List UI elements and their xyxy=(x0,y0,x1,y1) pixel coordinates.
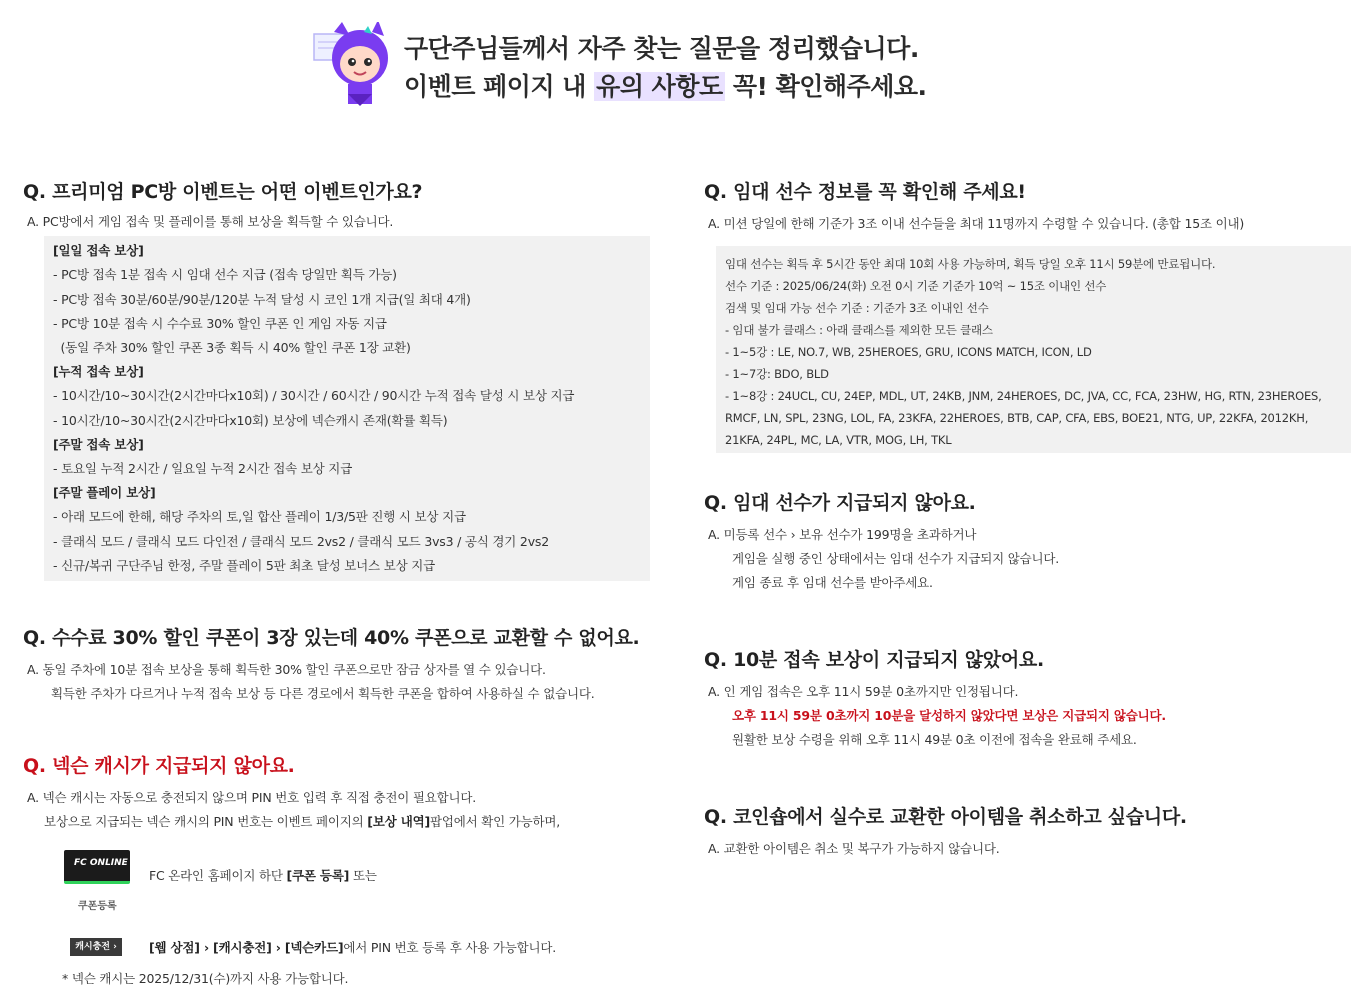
faq4-box-line: - 1~5강 : LE, NO.7, WB, 25HEROES, GRU, ICONS MATCH, ICON, LD xyxy=(725,345,1092,359)
faq6-answer-line-1: A. 인 게임 접속은 오후 11시 59분 0초까지만 인정됩니다. xyxy=(708,684,1019,699)
faq3-coupon-pre: FC 온라인 홈페이지 하단 xyxy=(149,868,287,883)
faq1-detail-box xyxy=(44,236,650,581)
faq4-box-line: 21KFA, 24PL, MC, LA, VTR, MOG, LH, TKL xyxy=(725,433,952,447)
faq3-shop-post: 에서 PIN 번호 등록 후 사용 가능합니다. xyxy=(343,940,557,955)
shop-path-label: [웹 상점] › [캐시충전] › [넥슨카드] xyxy=(149,940,344,955)
faq5-answer xyxy=(708,523,1059,595)
header-line-2-pre: 이벤트 페이지 내 xyxy=(404,72,595,101)
faq1-box-line: - 아래 모드에 한해, 해당 주차의 토,일 합산 플레이 1/3/5판 진행 시 보상 지급 xyxy=(53,509,466,524)
faq3-answer-line-2-pre: 보상으로 지급되는 넥슨 캐시의 PIN 번호는 이벤트 페이지의 xyxy=(44,814,368,829)
faq3-question: Q. 넥슨 캐시가 지급되지 않아요. xyxy=(23,755,295,777)
faq3-answer-line-2 xyxy=(27,810,560,834)
faq1-box-line: - 신규/복귀 구단주님 한정, 주말 플레이 5판 최초 달성 보너스 보상 지급 xyxy=(53,558,435,573)
faq5-question: Q. 임대 선수가 지급되지 않아요. xyxy=(704,492,976,514)
faq4-box-line: 임대 선수는 획득 후 5시간 동안 최대 10회 사용 가능하며, 획득 당일 오후 11시 59분에 만료됩니다. xyxy=(725,257,1216,271)
faq2-question: Q. 수수료 30% 할인 쿠폰이 3장 있는데 40% 쿠폰으로 교환할 수 없어요. xyxy=(23,627,640,649)
mascot-icon xyxy=(312,22,402,106)
faq7-answer: A. 교환한 아이템은 취소 및 복구가 가능하지 않습니다. xyxy=(708,841,1000,856)
faq4-box-line: 선수 기준 : 2025/06/24(화) 오전 0시 기준 기준가 10억 ~ 15조 이내인 선수 xyxy=(725,279,1107,293)
faq1-answer: A. PC방에서 게임 접속 및 플레이를 통해 보상을 획득할 수 있습니다. xyxy=(27,214,394,229)
header-line-1: 구단주님들께서 자주 찾는 질문을 정리했습니다. xyxy=(404,34,919,63)
fc-online-logo-text: FC ONLINE xyxy=(74,858,128,868)
faq6-question: Q. 10분 접속 보상이 지급되지 않았어요. xyxy=(704,649,1044,671)
faq4-box-line: - 1~7강: BDO, BLD xyxy=(725,367,829,381)
faq1-box-line: [주말 플레이 보상] xyxy=(53,485,156,500)
faq3-note: * 넥슨 캐시는 2025/12/31(수)까지 사용 가능합니다. xyxy=(62,971,349,986)
faq3-answer-line-2-post: 팝업에서 확인 가능하며, xyxy=(429,814,561,829)
faq1-box-line: - PC방 10분 접속 시 수수료 30% 할인 쿠폰 인 게임 자동 지급 xyxy=(53,316,387,331)
faq1-box-line: - 10시간/10~30시간(2시간마다x10회) / 30시간 / 60시간 / 90시간 누적 접속 달성 시 보상 지급 xyxy=(53,388,575,403)
faq4-box-line: 검색 및 임대 가능 선수 기준 : 기준가 3조 이내인 선수 xyxy=(725,301,989,315)
faq1-box-line: - PC방 접속 30분/60분/90분/120분 누적 달성 시 코인 1개 지급(일 최대 4개) xyxy=(53,292,471,307)
faq1-question: Q. 프리미엄 PC방 이벤트는 어떤 이벤트인가요? xyxy=(23,181,423,203)
faq7-question: Q. 코인숍에서 실수로 교환한 아이템을 취소하고 싶습니다. xyxy=(704,806,1187,828)
faq3-answer xyxy=(27,786,560,834)
faq1-box-line: (동일 주차 30% 할인 쿠폰 3종 획득 시 40% 할인 쿠폰 1장 교환) xyxy=(53,340,411,355)
faq6-warning: 오후 11시 59분 0초까지 10분을 달성하지 않았다면 보상은 지급되지 않습니다. xyxy=(732,708,1166,723)
cash-charge-button[interactable]: 캐시충전 › xyxy=(70,938,122,956)
faq2-answer-line-1: A. 동일 주차에 10분 접속 보상을 통해 획득한 30% 할인 쿠폰으로만 잠금 상자를 열 수 있습니다. xyxy=(27,662,546,677)
faq1-box-line: - 10시간/10~30시간(2시간마다x10회) 보상에 넥슨캐시 존재(확률 획득) xyxy=(53,413,448,428)
page-header xyxy=(312,18,1012,110)
faq4-answer: A. 미션 당일에 한해 기준가 3조 이내 선수들을 최대 11명까지 수령할 수 있습니다. (총합 15조 이내) xyxy=(708,216,1245,231)
faq5-answer-line-3: 게임 종료 후 임대 선수를 받아주세요. xyxy=(732,575,933,590)
faq6-answer-line-3: 원활한 보상 수령을 위해 오후 11시 49분 0초 이전에 접속을 완료해 주세요. xyxy=(732,732,1137,747)
faq6-answer xyxy=(708,680,1166,752)
faq2-answer xyxy=(27,658,594,706)
faq1-box-line: - 클래식 모드 / 클래식 모드 다인전 / 클래식 모드 2vs2 / 클래식 모드 3vs3 / 공식 경기 2vs2 xyxy=(53,534,549,549)
header-line-2-post: 꼭! 확인해주세요. xyxy=(724,72,927,101)
faq2-answer-line-2: 획득한 주차가 다르거나 누적 접속 보상 등 다른 경로에서 획득한 쿠폰을 합하여 사용하실 수 없습니다. xyxy=(51,686,595,701)
faq4-box-line: - 1~8강 : 24UCL, CU, 24EP, MDL, UT, 24KB, JNM, 24HEROES, DC, JVA, CC, FCA, 23HW, HG, RTN, 23HEROES, xyxy=(725,389,1322,403)
faq3-answer-line-1: A. 넥슨 캐시는 자동으로 충전되지 않으며 PIN 번호 입력 후 직접 충전이 필요합니다. xyxy=(27,790,477,805)
faq4-box-line: - 임대 불가 클래스 : 아래 클래스를 제외한 모든 클래스 xyxy=(725,323,993,337)
faq3-coupon-line xyxy=(149,864,377,888)
coupon-register-caption: 쿠폰등록 xyxy=(78,901,117,912)
fc-online-coupon-badge[interactable] xyxy=(64,850,130,884)
faq3-shop-line xyxy=(149,936,556,960)
header-line-2 xyxy=(404,68,927,106)
header-text xyxy=(404,30,927,106)
coupon-register-label: [쿠폰 등록] xyxy=(286,868,350,883)
faq1-box-line: - PC방 접속 1분 접속 시 임대 선수 지급 (접속 당일만 획득 가능) xyxy=(53,267,397,282)
header-highlight: 유의 사항도 xyxy=(596,72,723,101)
faq1-box-line: [일일 접속 보상] xyxy=(53,243,144,258)
faq5-answer-line-1: A. 미등록 선수 › 보유 선수가 199명을 초과하거나 xyxy=(708,527,977,542)
faq5-answer-line-2: 게임을 실행 중인 상태에서는 임대 선수가 지급되지 않습니다. xyxy=(732,551,1060,566)
faq4-detail-box xyxy=(716,246,1351,453)
faq1-box-line: - 토요일 누적 2시간 / 일요일 누적 2시간 접속 보상 지급 xyxy=(53,461,353,476)
faq3-coupon-post: 또는 xyxy=(349,868,377,883)
faq4-question: Q. 임대 선수 정보를 꼭 확인해 주세요! xyxy=(704,181,1026,203)
faq1-box-line: [누적 접속 보상] xyxy=(53,364,144,379)
faq1-box-line: [주말 접속 보상] xyxy=(53,437,144,452)
reward-history-label: [보상 내역] xyxy=(367,814,430,829)
faq4-box-line: RMCF, LN, SPL, 23NG, LOL, FA, 23KFA, 22HEROES, BTB, CAP, CFA, EBS, BOE21, NTG, UP, 22KFA, 2012KH, xyxy=(725,411,1309,425)
